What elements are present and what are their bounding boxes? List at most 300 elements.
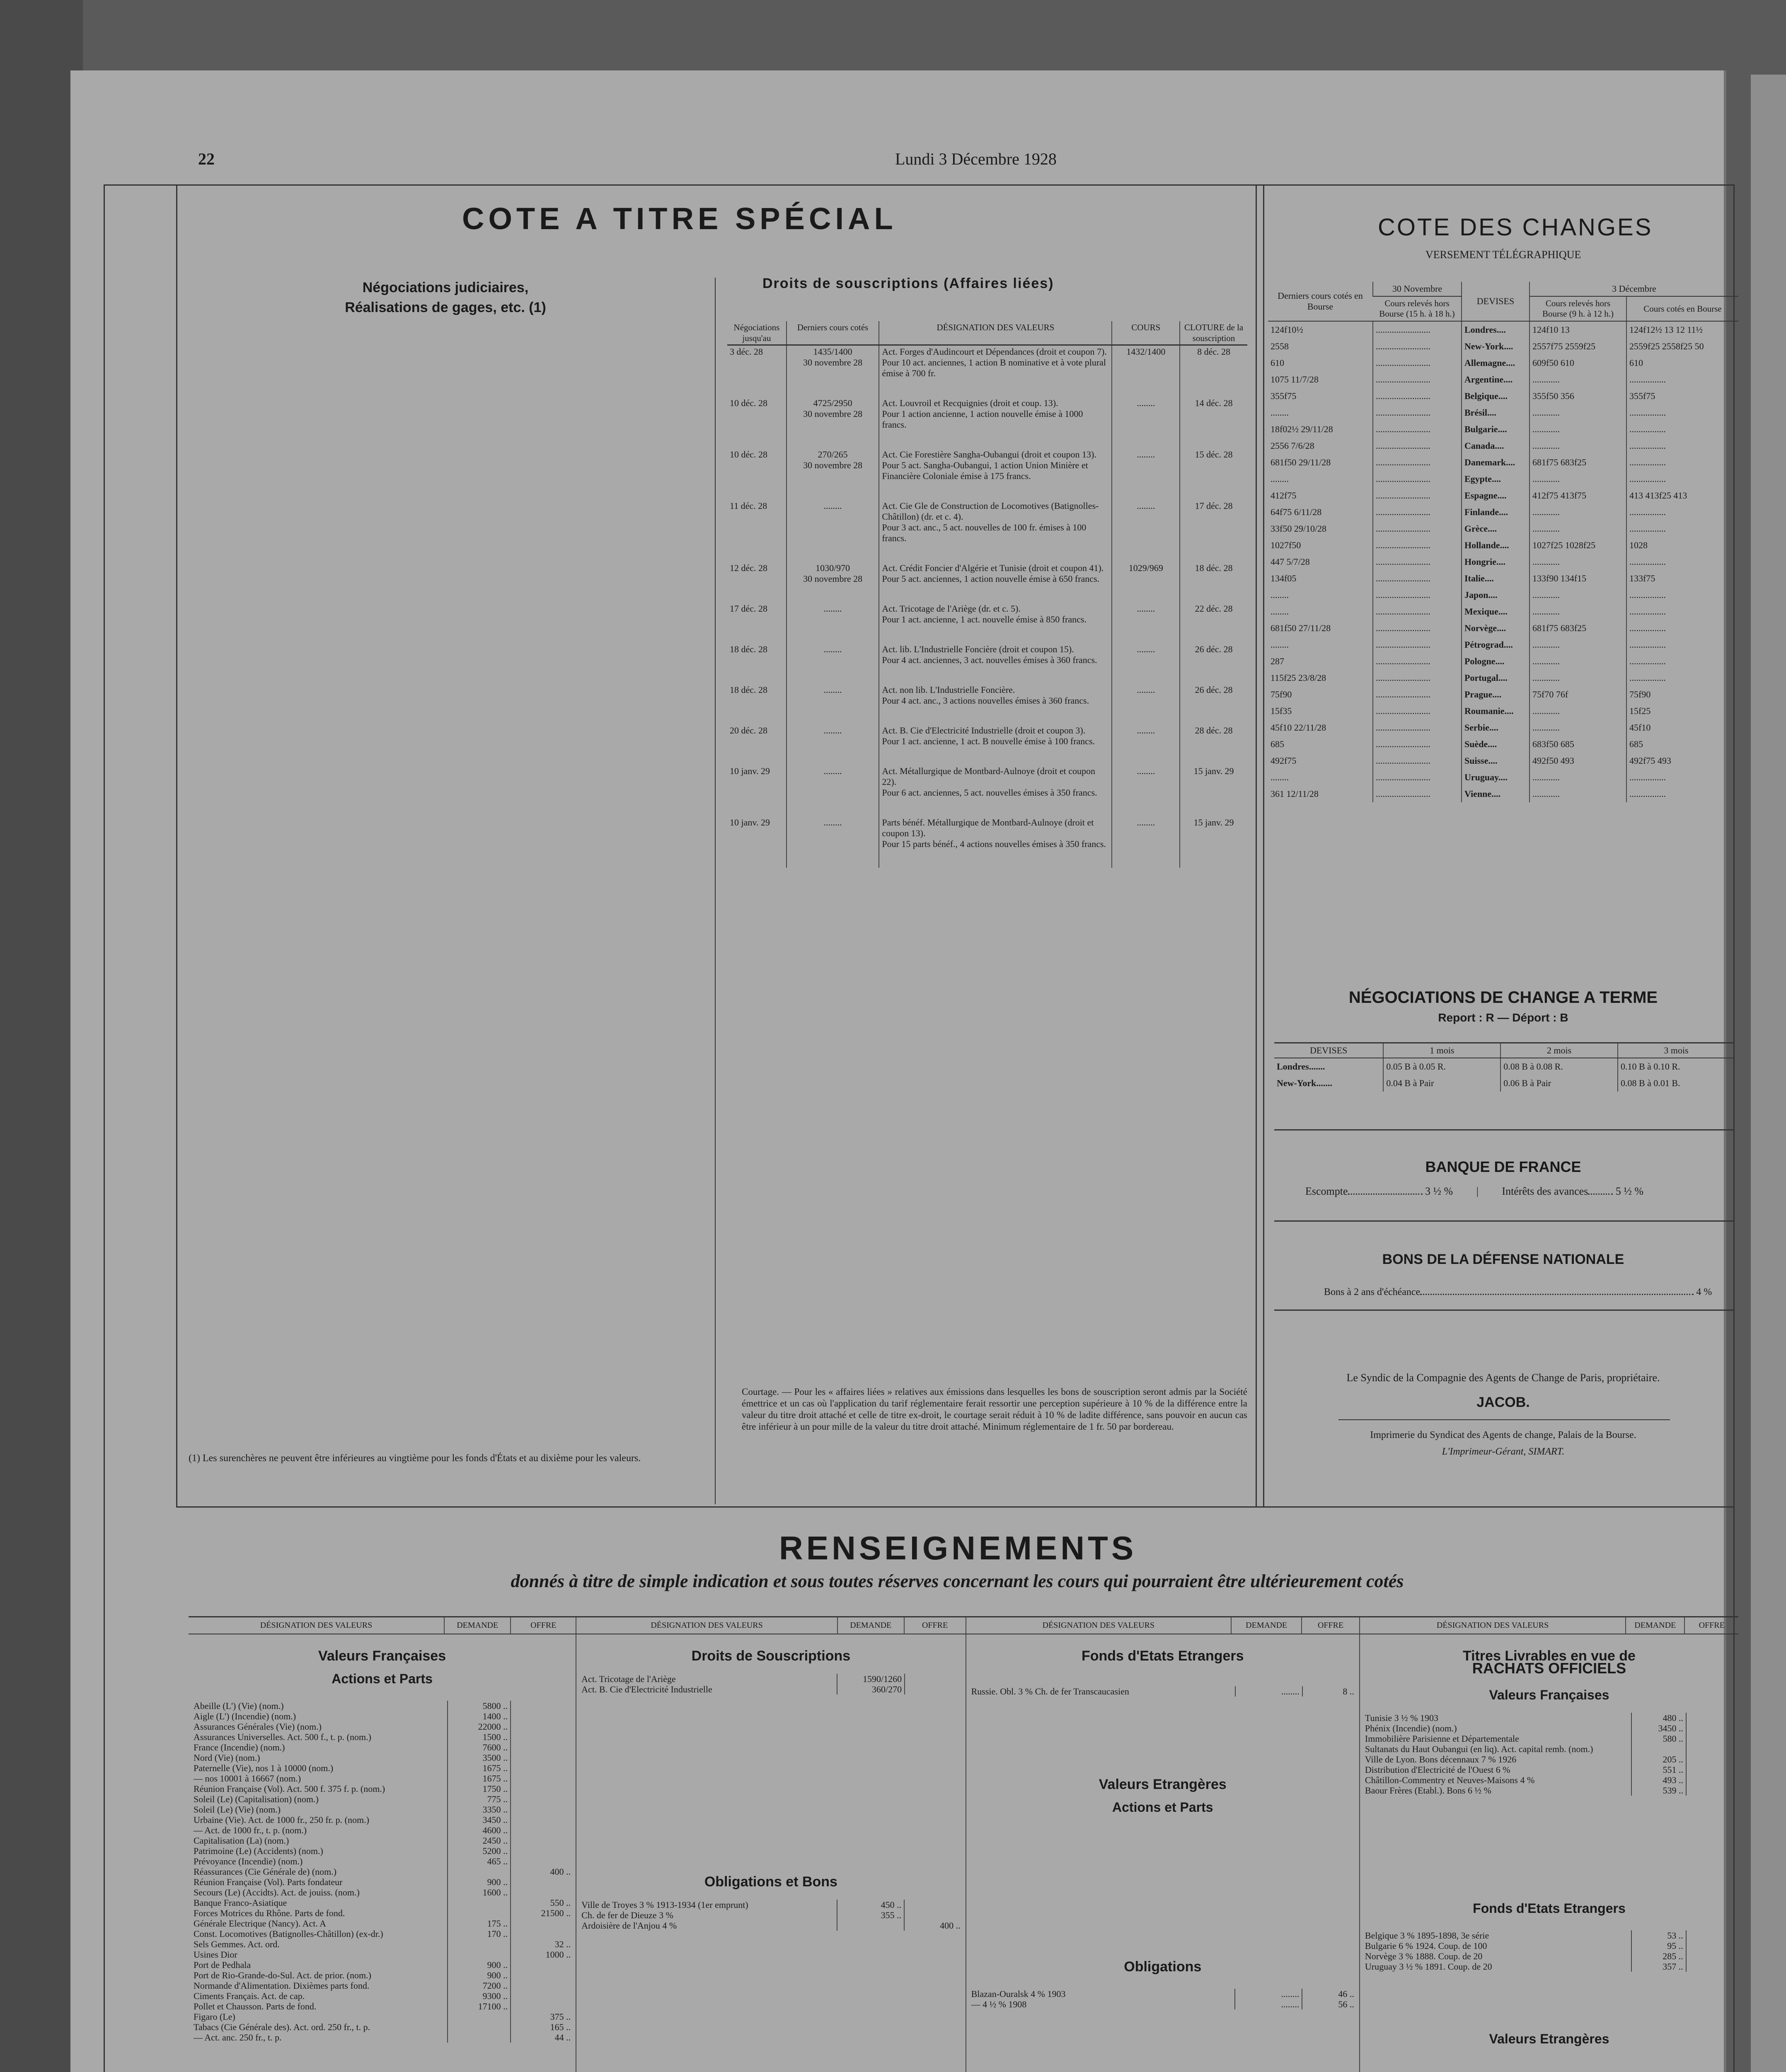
- list-item: [1362, 1733, 1736, 1744]
- item-name: Réunion Française (Vol). Act. 500 f. 375 f. p. (nom.): [194, 1784, 385, 1794]
- item-offre: [511, 1804, 573, 1815]
- item-offre: [511, 1887, 573, 1898]
- item-demande: 3350 ..: [448, 1804, 511, 1815]
- r-col2-designation: DÉSIGNATION DES VALEURS: [576, 1617, 837, 1634]
- page-number: 22: [198, 150, 215, 168]
- dernier-cours: 124f10½: [1271, 324, 1303, 335]
- r-col1: [189, 1634, 576, 2072]
- devise: Grèce....: [1462, 520, 1529, 537]
- item-demande: 360/270: [837, 1684, 905, 1694]
- divider-changes: [1256, 184, 1257, 1506]
- cloture: 17 déc. 28: [1180, 500, 1247, 562]
- table-row: [1268, 587, 1738, 603]
- table-row: [727, 500, 1247, 562]
- item-demande: 53 ..: [1631, 1930, 1686, 1941]
- table-row: [1274, 1075, 1734, 1092]
- list-item: [191, 2011, 573, 2022]
- r-col4-offre: OFFRE: [1684, 1617, 1738, 1634]
- item-demande: 17100 ..: [448, 2001, 511, 2011]
- cours-en-bourse: ................: [1626, 404, 1738, 421]
- bons-value: 4 %: [1696, 1287, 1712, 1297]
- list-item: [1362, 1941, 1736, 1951]
- cours-hors-bourse: ............: [1529, 554, 1626, 570]
- table-row: [1268, 554, 1738, 570]
- item-offre: [904, 1910, 963, 1920]
- terme-col: 3 mois: [1618, 1043, 1734, 1058]
- negociation-date: 10 déc. 28: [730, 449, 768, 460]
- item-demande: [448, 2032, 511, 2043]
- designation: Parts bénéf. Métallurgique de Montbard-Aulnoye (droit et coupon 13). Pour 15 parts bénéf., 4 actions nouvelles émises à 350 francs.: [879, 816, 1112, 868]
- item-name: Normande d'Alimentation. Dixièmes parts fond.: [194, 1980, 370, 1991]
- col-negociations: Négociations jusqu'au: [727, 321, 787, 345]
- devise: Argentine....: [1462, 371, 1529, 388]
- syndic-rule: [1338, 1419, 1670, 1420]
- cours-30-nov: ........................: [1373, 603, 1462, 620]
- item-name: Urbaine (Vie). Act. de 1000 fr., 250 fr. p. (nom.): [194, 1815, 369, 1825]
- table-row: [1268, 338, 1738, 355]
- cours-en-bourse: ................: [1626, 454, 1738, 471]
- dernier-cours: ........: [1271, 474, 1289, 484]
- devise: Egypte....: [1462, 471, 1529, 487]
- item-offre: [1686, 1744, 1736, 1754]
- table-row: [1268, 686, 1738, 703]
- dernier-cours: 681f50 29/11/28: [1271, 457, 1331, 467]
- list-item: [191, 1763, 573, 1773]
- bons-rule: [1274, 1310, 1734, 1311]
- r-col3-demande: DEMANDE: [1231, 1617, 1302, 1634]
- list-item: [191, 1866, 573, 1877]
- designation: Act. non lib. L'Industrielle Foncière. Pour 4 act. anc., 3 actions nouvelles émises à 360 francs.: [879, 684, 1112, 724]
- renseignements-subtitle: donnés à titre de simple indication et sous toutes réserves concernant les cours qui pourraient être ultérieurement cotés: [511, 1571, 1404, 1591]
- dernier-cours: 45f10 22/11/28: [1271, 722, 1326, 733]
- subsection-title: Valeurs Etrangères: [1489, 2031, 1609, 2046]
- renseignements-grid: [189, 1616, 1738, 2072]
- table-row: [727, 603, 1247, 643]
- list-item: [191, 1991, 573, 2001]
- item-demande: 539 ..: [1631, 1785, 1686, 1796]
- devise: Norvège....: [1462, 620, 1529, 637]
- devise: Pétrograd....: [1462, 637, 1529, 653]
- cours-hors-bourse: ............: [1529, 653, 1626, 670]
- negociation-date: 11 déc. 28: [730, 501, 767, 511]
- item-name: Act. Tricotage de l'Ariège: [581, 1674, 676, 1684]
- cours-30-nov: ........................: [1373, 786, 1462, 802]
- list-item: [1362, 1713, 1736, 1723]
- frame-inner-left: [176, 184, 177, 1506]
- item-name: Ville de Lyon. Bons décennaux 7 % 1926: [1365, 1754, 1517, 1765]
- item-offre: [511, 1877, 573, 1887]
- cours-en-bourse: ................: [1626, 504, 1738, 520]
- devise: Londres....: [1462, 321, 1529, 338]
- section-title: RACHATS OFFICIELS: [1472, 1660, 1626, 1677]
- list-item: [191, 1784, 573, 1794]
- item-offre: 165 ..: [511, 2022, 573, 2032]
- list-item: [191, 1980, 573, 1991]
- item-offre: 400 ..: [511, 1866, 573, 1877]
- cours-hors-bourse: 1027f25 1028f25: [1529, 537, 1626, 554]
- designation: Act. Crédit Foncier d'Algérie et Tunisie (droit et coupon 41). Pour 5 act. anciennes, 1 action nouvelle émise à 650 francs.: [879, 562, 1112, 603]
- list-item: [191, 1742, 573, 1752]
- devise: Allemagne....: [1462, 355, 1529, 371]
- section-title: Obligations et Bons: [704, 1874, 837, 1890]
- cours-en-bourse: ................: [1626, 421, 1738, 438]
- list-item: [1362, 1754, 1736, 1765]
- designation: Act. Cie Forestière Sangha-Oubangui (droit et coupon 13). Pour 5 act. Sangha-Oubangui, 1 action Union Minière et Financière Coloniale émise à 175 francs.: [879, 448, 1112, 500]
- dernier-cours: 75f90: [1271, 689, 1292, 700]
- list-item: [191, 1898, 573, 1908]
- item-name: Ville de Troyes 3 % 1913-1934 (1er emprunt): [581, 1900, 748, 1910]
- item-demande: [448, 1898, 511, 1908]
- courtage-note: Courtage. — Pour les « affaires liées » relatives aux émissions dans lesquelles les bons de souscription seront admis par la Société émettrice et un cas où l'application du tarif réglementaire ferait ressortir une perception supérieure à 10 % de la différence entre la valeur du titre droit attaché et celle de titre ex-droit, le courtage serait réduit à 10 % de ladite différence, sans pouvoir en aucun cas être inférieur à un pour mille de la valeur du titre droit attaché. Minimum réglementaire de 1 fr. 50 par bordereau.: [742, 1387, 1247, 1432]
- table-row: [1268, 487, 1738, 504]
- item-name: Aigle (L') (Incendie) (nom.): [194, 1711, 296, 1721]
- cours-30-nov: ........................: [1373, 487, 1462, 504]
- item-list: [969, 1686, 1357, 1697]
- table-row: [1268, 537, 1738, 554]
- item-offre: [511, 1794, 573, 1804]
- item-offre: [1686, 1723, 1736, 1733]
- item-offre: [511, 1846, 573, 1856]
- list-item: [191, 1835, 573, 1846]
- item-name: Distribution d'Electricité de l'Ouest 6 %: [1365, 1765, 1510, 1775]
- item-name: Norvège 3 % 1888. Coup. de 20: [1365, 1951, 1483, 1961]
- item-name: Usines Dior: [194, 1949, 237, 1960]
- col-30-novembre: 30 Novembre: [1373, 282, 1462, 296]
- item-name: Figaro (Le): [194, 2011, 235, 2022]
- item-offre: [511, 1991, 573, 2001]
- cours-hors-bourse: ............: [1529, 786, 1626, 802]
- col-cloture: CLOTURE de la souscription: [1180, 321, 1247, 345]
- list-item: [969, 1989, 1357, 1999]
- item-name: Assurances Générales (Vie) (nom.): [194, 1721, 322, 1732]
- list-item: [1362, 1765, 1736, 1775]
- cours-30-nov: ........................: [1373, 537, 1462, 554]
- terme-2-mois: 0.08 B à 0.08 R.: [1500, 1058, 1618, 1075]
- negociations-title-line1: Négociations judiciaires,: [362, 280, 529, 295]
- devise: Pologne....: [1462, 653, 1529, 670]
- cours-hors-bourse: 355f50 356: [1529, 388, 1626, 404]
- item-name: Immobilière Parisienne et Départementale: [1365, 1733, 1519, 1744]
- subsection-title: Actions et Parts: [1112, 1800, 1213, 1815]
- item-demande: 22000 ..: [448, 1721, 511, 1732]
- cours-en-bourse: ................: [1626, 620, 1738, 637]
- item-demande: 2450 ..: [448, 1835, 511, 1846]
- dernier-cours: ........: [1271, 407, 1289, 418]
- list-item: [579, 1910, 963, 1920]
- item-name: Sultanats du Haut Oubangui (en liq). Act. capital remb. (nom.): [1365, 1744, 1593, 1754]
- item-demande: ........: [1235, 1989, 1302, 1999]
- item-offre: [511, 1856, 573, 1866]
- item-demande: 170 ..: [448, 1929, 511, 1939]
- devise: Portugal....: [1462, 670, 1529, 686]
- list-item: [191, 2032, 573, 2043]
- cours-en-bourse: ................: [1626, 670, 1738, 686]
- item-demande: [837, 1920, 904, 1931]
- designation: Act. Tricotage de l'Ariège (dr. et c. 5). Pour 1 act. ancienne, 1 act. nouvelle émise à 850 francs.: [879, 603, 1112, 643]
- cours-en-bourse: ................: [1626, 471, 1738, 487]
- cours-30-nov: ........................: [1373, 371, 1462, 388]
- cours-30-nov: ........................: [1373, 388, 1462, 404]
- list-item: [191, 1970, 573, 1980]
- designation: Act. Métallurgique de Montbard-Aulnoye (droit et coupon 22). Pour 6 act. anciennes, 5 act. nouvelles émises à 350 francs.: [879, 765, 1112, 816]
- item-name: Banque Franco-Asiatique: [194, 1898, 287, 1908]
- item-demande: 551 ..: [1631, 1765, 1686, 1775]
- item-demande: [1631, 1744, 1686, 1754]
- item-name: Bulgarie 6 % 1924. Coup. de 100: [1365, 1941, 1487, 1951]
- item-offre: [1686, 1941, 1736, 1951]
- table-row: [1268, 371, 1738, 388]
- cours-hors-bourse: 609f50 610: [1529, 355, 1626, 371]
- interets-label: Intérêts des avances: [1502, 1185, 1588, 1197]
- table-row: [1268, 653, 1738, 670]
- list-item: [191, 1939, 573, 1949]
- cloture: 28 déc. 28: [1180, 724, 1247, 765]
- negociation-date: 10 janv. 29: [730, 766, 770, 776]
- item-offre: 1000 ..: [511, 1949, 573, 1960]
- item-name: Baour Frères (Etabl.). Bons 6 ½ %: [1365, 1785, 1491, 1796]
- cours-en-bourse: 492f75 493: [1626, 753, 1738, 769]
- r-col3-offre: OFFRE: [1302, 1617, 1360, 1634]
- gerant-text: L'Imprimeur-Gérant, SIMART.: [1442, 1446, 1565, 1457]
- list-item: [191, 1732, 573, 1742]
- section-title: Valeurs Françaises: [318, 1648, 446, 1664]
- cours-en-bourse: 45f10: [1626, 719, 1738, 736]
- cloture: 15 déc. 28: [1180, 448, 1247, 500]
- dernier-cours: 64f75 6/11/28: [1271, 507, 1322, 517]
- devise: Suède....: [1462, 736, 1529, 753]
- r-col3: [966, 1634, 1360, 2072]
- item-name: Réassurances (Cie Générale de) (nom.): [194, 1866, 337, 1877]
- item-name: Patrimoine (Le) (Accidents) (nom.): [194, 1846, 323, 1856]
- item-offre: [511, 1752, 573, 1763]
- cours-en-bourse: ................: [1626, 653, 1738, 670]
- list-item: [191, 1856, 573, 1866]
- list-item: [191, 1721, 573, 1732]
- changes-table-wrap: [1268, 282, 1738, 802]
- cours-en-bourse: 413 413f25 413: [1626, 487, 1738, 504]
- cours-en-bourse: 2559f25 2558f25 50: [1626, 338, 1738, 355]
- cours-30-nov: ........................: [1373, 736, 1462, 753]
- item-demande: [448, 2011, 511, 2022]
- item-name: Châtillon-Commentry et Neuves-Maisons 4 %: [1365, 1775, 1535, 1785]
- dernier-cours: 115f25 23/8/28: [1271, 673, 1326, 683]
- table-row: [727, 345, 1247, 397]
- item-demande: 1750 ..: [448, 1784, 511, 1794]
- item-name: Uruguay 3 ½ % 1891. Coup. de 20: [1365, 1961, 1492, 1972]
- item-name: Secours (Le) (Accidts). Act. de jouiss. (nom.): [194, 1887, 360, 1898]
- devise: Japon....: [1462, 587, 1529, 603]
- list-item: [1362, 1775, 1736, 1785]
- item-offre: [905, 1674, 963, 1684]
- item-name: — Act. anc. 250 fr., t. p.: [194, 2032, 282, 2043]
- item-name: Phénix (Incendie) (nom.): [1365, 1723, 1457, 1733]
- cloture: 15 janv. 29: [1180, 765, 1247, 816]
- item-demande: 480 ..: [1631, 1713, 1686, 1723]
- r-col4-designation: DÉSIGNATION DES VALEURS: [1360, 1617, 1626, 1634]
- terme-rule: [1274, 1129, 1734, 1130]
- section-title: Obligations: [1124, 1959, 1202, 1975]
- cours-30-nov: ........................: [1373, 421, 1462, 438]
- list-item: [191, 1773, 573, 1784]
- item-demande: 7600 ..: [448, 1742, 511, 1752]
- r-col1-offre: OFFRE: [511, 1617, 576, 1634]
- item-offre: [905, 1684, 963, 1694]
- bons-row: [1324, 1287, 1718, 1298]
- list-item: [1362, 1930, 1736, 1941]
- terme-1-mois: 0.05 B à 0.05 R.: [1383, 1058, 1500, 1075]
- item-offre: [511, 1929, 573, 1939]
- negociation-date: 20 déc. 28: [730, 725, 768, 736]
- cours-30-nov: ........................: [1373, 338, 1462, 355]
- cours-en-bourse: ................: [1626, 769, 1738, 786]
- cours: ........: [1112, 765, 1180, 816]
- list-item: [191, 1711, 573, 1721]
- item-offre: [511, 1960, 573, 1970]
- r-col2: [576, 1634, 966, 2072]
- cours-hors-bourse: ............: [1529, 769, 1626, 786]
- section-title: Fonds d'Etats Etrangers: [1081, 1648, 1244, 1664]
- item-name: Ardoisière de l'Anjou 4 %: [581, 1920, 677, 1931]
- col-derniers-cours: Derniers cours cotés en Bourse: [1268, 282, 1373, 321]
- item-demande: 205 ..: [1631, 1754, 1686, 1765]
- dernier-cours: ........: [1271, 772, 1289, 782]
- designation: Act. Louvroil et Recquignies (droit et coup. 13). Pour 1 action ancienne, 1 action nouvelle émise à 1000 francs.: [879, 397, 1112, 448]
- derniers-cours: ........: [787, 643, 879, 684]
- changes-subtitle: VERSEMENT TÉLÉGRAPHIQUE: [1425, 249, 1581, 261]
- list-item: [1362, 1723, 1736, 1733]
- derniers-cours: ........: [787, 816, 879, 868]
- dernier-cours: 685: [1271, 739, 1284, 749]
- terme-table: [1274, 1042, 1734, 1092]
- cours-hors-bourse: 75f70 76f: [1529, 686, 1626, 703]
- list-item: [191, 1949, 573, 1960]
- terme-devise: Londres.......: [1277, 1061, 1325, 1072]
- list-item: [1362, 1785, 1736, 1796]
- cours-30-nov: ........................: [1373, 686, 1462, 703]
- table-row: [1268, 670, 1738, 686]
- footnote: (1) Les surenchères ne peuvent être inférieures au vingtième pour les fonds d'États et au dixième pour les valeurs.: [189, 1453, 641, 1464]
- item-demande: 1500 ..: [448, 1732, 511, 1742]
- item-offre: [511, 1732, 573, 1742]
- item-name: Paternelle (Vie), nos 1 à 10000 (nom.): [194, 1763, 334, 1773]
- cours-en-bourse: ................: [1626, 587, 1738, 603]
- item-demande: ........: [1235, 1999, 1302, 2009]
- cours-30-nov: ........................: [1373, 471, 1462, 487]
- item-name: Russie. Obl. 3 % Ch. de fer Transcaucasien: [971, 1686, 1129, 1697]
- list-item: [191, 1929, 573, 1939]
- escompte-value: 3 ½ %: [1425, 1185, 1453, 1197]
- cours-en-bourse: ................: [1626, 786, 1738, 802]
- item-name: Belgique 3 % 1895-1898, 3e série: [1365, 1930, 1489, 1941]
- terme-1-mois: 0.04 B à Pair: [1383, 1075, 1500, 1092]
- table-row: [727, 684, 1247, 724]
- item-name: Pollet et Chausson. Parts de fond.: [194, 2001, 317, 2011]
- cours-hors-bourse: ............: [1529, 719, 1626, 736]
- negociation-date: 10 janv. 29: [730, 817, 770, 828]
- devise: Danemark....: [1462, 454, 1529, 471]
- dernier-cours: 412f75: [1271, 490, 1297, 501]
- col-3dec-hors-bourse: Cours relevés hors Bourse (9 h. à 12 h.): [1529, 296, 1626, 321]
- droits-title: Droits de souscriptions (Affaires liées): [762, 276, 1054, 291]
- terme-devise: New-York.......: [1277, 1078, 1332, 1088]
- item-offre: [1686, 1785, 1736, 1796]
- section-title: Valeurs Etrangères: [1099, 1777, 1227, 1792]
- cours-30-nov: ........................: [1373, 653, 1462, 670]
- table-row: [1268, 321, 1738, 338]
- r-col3-designation: DÉSIGNATION DES VALEURS: [966, 1617, 1231, 1634]
- item-name: Nord (Vie) (nom.): [194, 1752, 260, 1763]
- negociation-date: 18 déc. 28: [730, 685, 768, 695]
- item-demande: 900 ..: [448, 1877, 511, 1887]
- dernier-cours: 1075 11/7/28: [1271, 374, 1319, 385]
- changes-table: [1268, 282, 1738, 802]
- devise: Vienne....: [1462, 786, 1529, 802]
- list-item: [191, 2022, 573, 2032]
- cours: ........: [1112, 603, 1180, 643]
- section-title: Titres Livrables en vue de: [1462, 1648, 1636, 1664]
- list-item: [1362, 1744, 1736, 1754]
- item-demande: 285 ..: [1631, 1951, 1686, 1961]
- devise: Suisse....: [1462, 753, 1529, 769]
- item-demande: [448, 2022, 511, 2032]
- item-offre: 56 ..: [1302, 1999, 1357, 2009]
- list-item: [191, 1960, 573, 1970]
- list-item: [191, 1794, 573, 1804]
- cours: ........: [1112, 643, 1180, 684]
- item-name: Capitalisation (La) (nom.): [194, 1835, 289, 1846]
- item-offre: [1686, 1930, 1736, 1941]
- item-name: — nos 10001 à 16667 (nom.): [194, 1773, 301, 1784]
- item-demande: 7200 ..: [448, 1980, 511, 1991]
- terme-col: 1 mois: [1383, 1043, 1500, 1058]
- table-row: [727, 765, 1247, 816]
- cours-30-nov: ........................: [1373, 355, 1462, 371]
- cours: ........: [1112, 724, 1180, 765]
- item-demande: 450 ..: [837, 1900, 904, 1910]
- list-item: [1362, 1961, 1736, 1972]
- derniers-cours: ........: [787, 765, 879, 816]
- cloture: 8 déc. 28: [1180, 345, 1247, 397]
- droits-table-wrap: [727, 321, 1247, 868]
- col-designation: DÉSIGNATION DES VALEURS: [879, 321, 1112, 345]
- table-row: [727, 448, 1247, 500]
- cours: 1029/969: [1112, 562, 1180, 603]
- item-demande: 5800 ..: [448, 1701, 511, 1711]
- item-demande: 775 ..: [448, 1794, 511, 1804]
- r-col4-demande: DEMANDE: [1626, 1617, 1684, 1634]
- subsection-title: Actions et Parts: [332, 1671, 433, 1686]
- cours-30-nov: ........................: [1373, 753, 1462, 769]
- terme-3-mois: 0.10 B à 0.10 R.: [1618, 1058, 1734, 1075]
- list-item: [191, 1908, 573, 1918]
- changes-table-body: [1268, 321, 1738, 802]
- item-offre: [904, 1900, 963, 1910]
- item-list: [579, 1674, 963, 1694]
- item-offre: [511, 1815, 573, 1825]
- interets-value: 5 ½ %: [1615, 1185, 1643, 1197]
- item-offre: [511, 1721, 573, 1732]
- item-offre: [1686, 1961, 1736, 1972]
- r-col2-offre: OFFRE: [904, 1617, 966, 1634]
- cours: ........: [1112, 448, 1180, 500]
- table-row: [1268, 454, 1738, 471]
- cours-hors-bourse: 2557f75 2559f25: [1529, 338, 1626, 355]
- devise: Hongrie....: [1462, 554, 1529, 570]
- dernier-cours: 2558: [1271, 341, 1289, 351]
- item-offre: 44 ..: [511, 2032, 573, 2043]
- list-item: [191, 1887, 573, 1898]
- cours-en-bourse: ................: [1626, 520, 1738, 537]
